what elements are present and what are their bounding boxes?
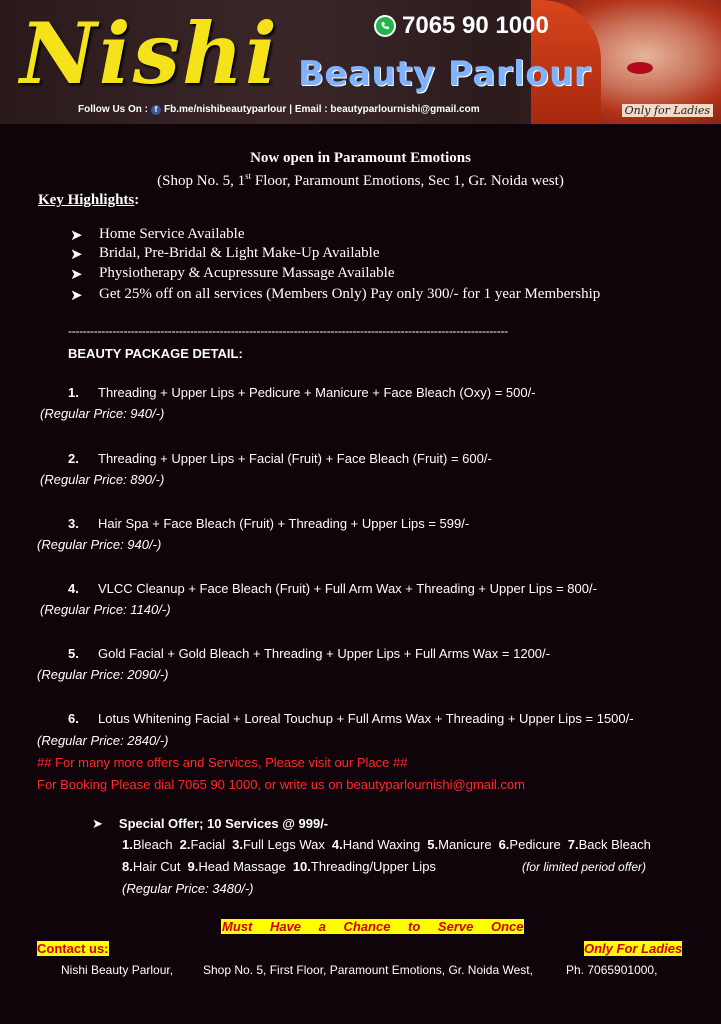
- package-text: Threading + Upper Lips + Pedicure + Manicure + Face Bleach (Oxy) = 500/-: [98, 385, 536, 400]
- intro-heading: Now open in Paramount Emotions: [250, 150, 471, 166]
- package-number: 1.: [68, 385, 79, 400]
- footer-slogan: Must Have a Chance to Serve Once: [222, 919, 524, 934]
- package-text: Lotus Whitening Facial + Loreal Touchup + Full Arms Wax + Threading + Upper Lips = 1500/-: [98, 711, 634, 726]
- special-service: [122, 837, 173, 852]
- service-number: 7.: [567, 837, 579, 852]
- whatsapp-icon: [374, 15, 396, 37]
- banner-phone[interactable]: [374, 12, 549, 40]
- service-name: Full Legs Wax: [242, 837, 325, 852]
- service-name: Manicure: [438, 837, 492, 852]
- highlight-text: Physiotherapy & Acupressure Massage Available: [99, 265, 395, 281]
- service-name: Facial: [190, 837, 226, 852]
- package-regular-price: (Regular Price: 940/-): [37, 537, 162, 552]
- packages-title: BEAUTY PACKAGE DETAIL:: [68, 346, 243, 361]
- package-regular-price: (Regular Price: 890/-): [40, 472, 165, 487]
- package-regular-price: (Regular Price: 940/-): [40, 406, 165, 421]
- service-name: Threading/Upper Lips: [310, 859, 436, 874]
- follow-line: [78, 104, 480, 115]
- highlight-text: Bridal, Pre-Bridal & Light Make-Up Available: [99, 245, 380, 261]
- package-number: 5.: [68, 646, 79, 661]
- special-service: [122, 859, 181, 874]
- special-service: [499, 837, 561, 852]
- special-regular-price: (Regular Price: 3480/-): [122, 881, 254, 896]
- package-line: [68, 451, 492, 466]
- facebook-link[interactable]: Fb.me/nishibeautyparlour: [164, 104, 287, 115]
- highlight-item: [70, 245, 380, 264]
- banner-phone-number: 7065 90 1000: [402, 12, 549, 39]
- package-text: Hair Spa + Face Bleach (Fruit) + Threading + Upper Lips = 599/-: [98, 516, 470, 531]
- arrow-bullet-icon: ➤: [92, 816, 103, 831]
- address-part-1: (Shop No. 5, 1: [157, 173, 246, 189]
- service-number: 5.: [427, 837, 439, 852]
- package-number: 3.: [68, 516, 79, 531]
- highlight-item: [70, 286, 600, 305]
- intro-address: [0, 171, 721, 190]
- follow-prefix: Follow Us On :: [78, 104, 148, 115]
- service-name: Hair Cut: [132, 859, 181, 874]
- booking-notice[interactable]: For Booking Please dial 7065 90 1000, or write us on beautyparlournishi@gmail.com: [37, 777, 525, 792]
- model-lips: [627, 62, 653, 74]
- service-number: 10.: [292, 859, 311, 874]
- facebook-icon: f: [151, 105, 161, 115]
- special-service: [188, 859, 286, 874]
- special-service: [332, 837, 420, 852]
- banner-tagline: Only for Ladies: [622, 104, 713, 117]
- contact-label: Contact us:: [37, 941, 109, 956]
- service-name: Head Massage: [198, 859, 286, 874]
- highlight-item: [70, 226, 245, 245]
- package-number: 2.: [68, 451, 79, 466]
- package-line: [68, 516, 469, 531]
- package-number: 4.: [68, 581, 79, 596]
- banner-email[interactable]: | Email : beautyparlournishi@gmail.com: [289, 104, 480, 115]
- package-line: [68, 646, 550, 661]
- highlight-text: Get 25% off on all services (Members Only) Pay only 300/- for 1 year Membership: [99, 286, 601, 302]
- limited-period-note: (for limited period offer): [522, 860, 647, 874]
- highlights-title: Key Highlights: [38, 192, 135, 208]
- highlight-item: [70, 265, 395, 284]
- address-sup: st: [245, 171, 252, 181]
- service-name: Pedicure: [509, 837, 561, 852]
- special-service: [427, 837, 491, 852]
- header-banner: [0, 0, 721, 124]
- package-text: Threading + Upper Lips + Facial (Fruit) + Face Bleach (Fruit) = 600/-: [98, 451, 492, 466]
- service-number: 3.: [232, 837, 243, 852]
- special-offer-title: Special Offer; 10 Services @ 999/-: [118, 816, 329, 831]
- address-part-2: Floor, Paramount Emotions, Sec 1, Gr. Noida west): [251, 173, 564, 189]
- special-offer-heading: [92, 816, 328, 832]
- package-line: [68, 711, 634, 726]
- highlight-text: Home Service Available: [99, 226, 245, 242]
- package-number: 6.: [68, 711, 79, 726]
- service-number: 1.: [122, 837, 133, 852]
- package-text: VLCC Cleanup + Face Bleach (Fruit) + Full Arm Wax + Threading + Upper Lips = 800/-: [98, 581, 597, 596]
- arrow-bullet-icon: ➤: [70, 288, 83, 304]
- special-services-line-2: [122, 859, 436, 874]
- special-service: [568, 837, 651, 852]
- special-service: [232, 837, 325, 852]
- service-number: 8.: [122, 859, 133, 874]
- arrow-bullet-icon: ➤: [70, 228, 83, 244]
- special-service: [293, 859, 436, 874]
- service-number: 6.: [498, 837, 510, 852]
- service-number: 2.: [179, 837, 191, 852]
- highlights-colon: :: [134, 192, 140, 208]
- package-regular-price: (Regular Price: 2840/-): [37, 733, 169, 748]
- section-divider: -----------------------------------------------------------------------------------------------------------------------: [68, 324, 508, 338]
- package-line: [68, 581, 597, 596]
- service-name: Bleach: [132, 837, 173, 852]
- arrow-bullet-icon: ➤: [70, 267, 83, 283]
- package-text: Gold Facial + Gold Bleach + Threading + Upper Lips + Full Arms Wax = 1200/-: [98, 646, 550, 661]
- brand-logo: Nishi: [20, 4, 279, 103]
- only-ladies-label: Only For Ladies: [584, 941, 683, 956]
- service-number: 4.: [331, 837, 343, 852]
- highlights-heading: [38, 192, 139, 209]
- package-regular-price: (Regular Price: 2090/-): [37, 667, 169, 682]
- footer-address: Shop No. 5, First Floor, Paramount Emotions, Gr. Noida West,: [203, 963, 533, 977]
- package-line: [68, 385, 536, 400]
- special-services-line-1: [122, 837, 651, 852]
- brand-subtitle: Beauty Parlour: [298, 54, 592, 94]
- special-service: [180, 837, 226, 852]
- footer-business-name: Nishi Beauty Parlour,: [61, 963, 174, 977]
- footer-phone[interactable]: Ph. 7065901000,: [566, 963, 658, 977]
- package-regular-price: (Regular Price: 1140/-): [40, 602, 171, 617]
- service-name: Hand Waxing: [342, 837, 421, 852]
- more-offers-notice: ## For many more offers and Services, Please visit our Place ##: [37, 755, 408, 770]
- arrow-bullet-icon: ➤: [70, 247, 83, 263]
- service-number: 9.: [187, 859, 199, 874]
- service-name: Back Bleach: [578, 837, 651, 852]
